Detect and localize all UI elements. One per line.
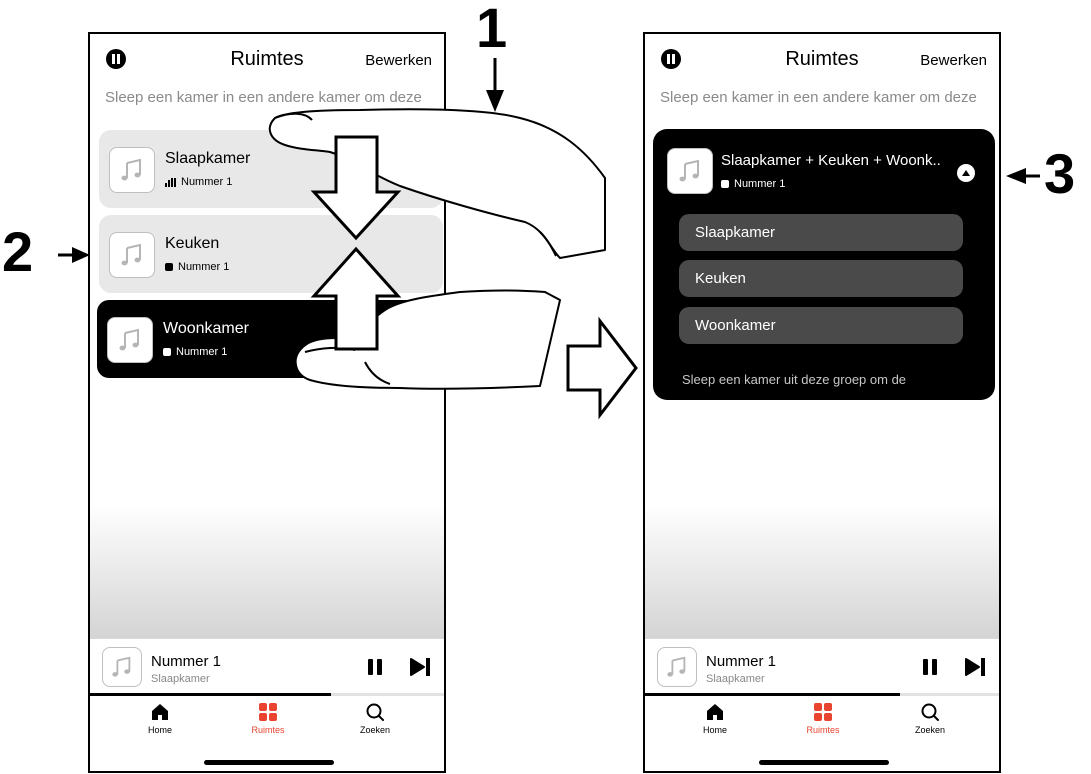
player-track-title: Nummer 1 (706, 653, 777, 670)
room-name: Woonkamer (163, 320, 249, 337)
callout-3-arrow (1006, 168, 1040, 184)
tab-label: Home (702, 725, 727, 735)
tab-label: Zoeken (359, 725, 391, 735)
room-track: Nummer 1 (178, 261, 230, 273)
room-track: Nummer 1 (176, 346, 228, 358)
tab-label: Home (147, 725, 172, 735)
player-room: Slaapkamer (706, 673, 765, 685)
group-member-slaapkamer[interactable]: Slaapkamer (679, 214, 963, 251)
group-member-keuken[interactable]: Keuken (679, 260, 963, 297)
player-room: Slaapkamer (151, 673, 210, 685)
edit-button[interactable]: Bewerken (920, 52, 987, 69)
page-title: Ruimtes (785, 48, 859, 70)
callout-1-arrow (486, 58, 504, 112)
callout-2-label: 2 (2, 220, 34, 283)
page-title: Ruimtes (230, 48, 304, 70)
room-name: Slaapkamer (165, 150, 251, 167)
hand-illustration (270, 109, 605, 389)
room-name: Keuken (165, 235, 220, 252)
drag-hint: Sleep een kamer in een andere kamer om deze (660, 89, 977, 106)
group-member-woonkamer[interactable]: Woonkamer (679, 307, 963, 344)
tab-label: Ruimtes (251, 725, 285, 735)
tab-label: Ruimtes (806, 725, 840, 735)
player-track-title: Nummer 1 (151, 653, 222, 670)
edit-button[interactable]: Bewerken (365, 52, 432, 69)
result-arrow (568, 321, 636, 415)
callout-2-arrow (58, 247, 90, 263)
group-name: Slaapkamer + Keuken + Woonk.. (721, 152, 941, 169)
room-track: Nummer 1 (181, 176, 233, 188)
callout-1-label: 1 (476, 0, 508, 59)
callout-3-label: 3 (1044, 142, 1076, 205)
tab-label: Zoeken (914, 725, 946, 735)
drag-hint: Sleep een kamer in een andere kamer om deze (105, 89, 422, 106)
group-drag-hint: Sleep een kamer uit deze groep om de (682, 372, 907, 387)
group-track: Nummer 1 (734, 178, 786, 190)
